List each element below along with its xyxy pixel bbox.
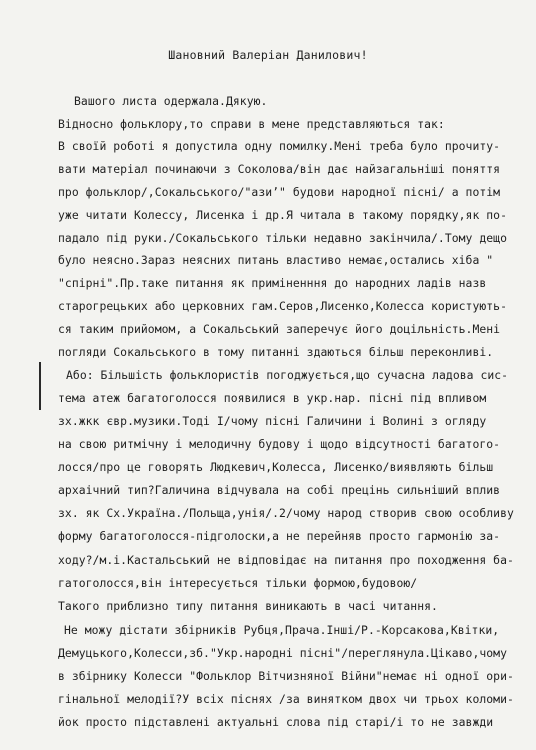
text-line: Вашого листа одержала.Дякую. bbox=[74, 94, 268, 108]
text-line: про фольклор/,Сокальського/"азиʼ" будови народної пісні/ а потім bbox=[58, 185, 501, 199]
text-line: "спірні".Пр.таке питання як приміненння до народних ладів назв bbox=[58, 276, 487, 290]
text-line: вати матеріал починаючи з Соколова/він дає найзагальніші поняття bbox=[58, 162, 501, 176]
text-line: в збірнику Колесси "Фольклор Вітчизняної Війни"немає ні одної ори- bbox=[58, 669, 514, 683]
text-line: гатоголосся,він інтересується тільки формою,будовою/ bbox=[58, 576, 418, 590]
text-line: було неясно.Зараз неясних питань властиво немає,остались хіба " bbox=[58, 253, 494, 267]
text-line: Відносно фольклору,то справи в мене представляються так: bbox=[58, 117, 445, 131]
text-line: Такого приблизно типу питання виникають в часі читання. bbox=[58, 599, 438, 613]
text-line: Не можу дістати збірників Рубця,Прача.Інші/Р.-Корсакова,Квітки, bbox=[64, 623, 500, 637]
text-line: гінальної мелодії?У всіх піснях /за винятком двох чи трьох коломи- bbox=[58, 692, 514, 706]
text-line: архаічний тип?Галичина відчувала на собі прецінь сильніший вплив bbox=[58, 483, 501, 497]
text-line: тема атеж багатоголосся появилися в укр.нар. пісні під впливом bbox=[58, 391, 487, 405]
text-line: Або: Більшість фольклористів погоджується,що сучасна ладова сис- bbox=[66, 368, 509, 382]
text-line: Демуцького,Колесси,зб."Укр.народні пісні"/переглянула.Цікаво,чому bbox=[58, 646, 508, 660]
margin-mark bbox=[39, 362, 41, 410]
text-line: ходу?/м.і.Кастальський не відповідає на питання про походження ба- bbox=[58, 553, 514, 567]
text-line: на свою ритмічну і мелодичну будову і щодо відсутності багатого- bbox=[58, 437, 501, 451]
letter-salutation: Шановний Валеріан Данилович! bbox=[168, 48, 368, 62]
text-line: зх. як Сх.Україна./Польща,унія/.2/чому народ створив свою особливу bbox=[58, 506, 514, 520]
text-line: В своїй роботі я допустила одну помилку.Мені треба було прочиту- bbox=[58, 139, 501, 153]
text-line: уже читати Колессу, Лисенка і др.Я читала в такому порядку,як по- bbox=[58, 208, 508, 222]
text-line: зх.жкк євр.музики.Тоді І/чому пісні Галичини і Волині з огляду bbox=[58, 414, 487, 428]
text-line: старогрецьких або церковних гам.Серов,Лисенко,Колесса користують- bbox=[58, 299, 508, 313]
text-line: лосся/про це говорять Людкевич,Колесса, Лисенко/виявляють більш bbox=[58, 460, 494, 474]
text-line: падало під руки./Сокальського тільки недавно закінчила/.Тому дещо bbox=[58, 231, 508, 245]
text-line: йок просто підставлені актуальні слова під старі/і то не завжди bbox=[58, 715, 494, 729]
text-line: ся таким прийомом, а Сокальський заперечує його доцільність.Мені bbox=[58, 322, 501, 336]
text-line: форму багатоголосся-підголоски,а не перейняв просто гармонію за- bbox=[58, 529, 501, 543]
text-line: погляди Сокальського в тому питанні здаються більш переконливі. bbox=[58, 345, 494, 359]
